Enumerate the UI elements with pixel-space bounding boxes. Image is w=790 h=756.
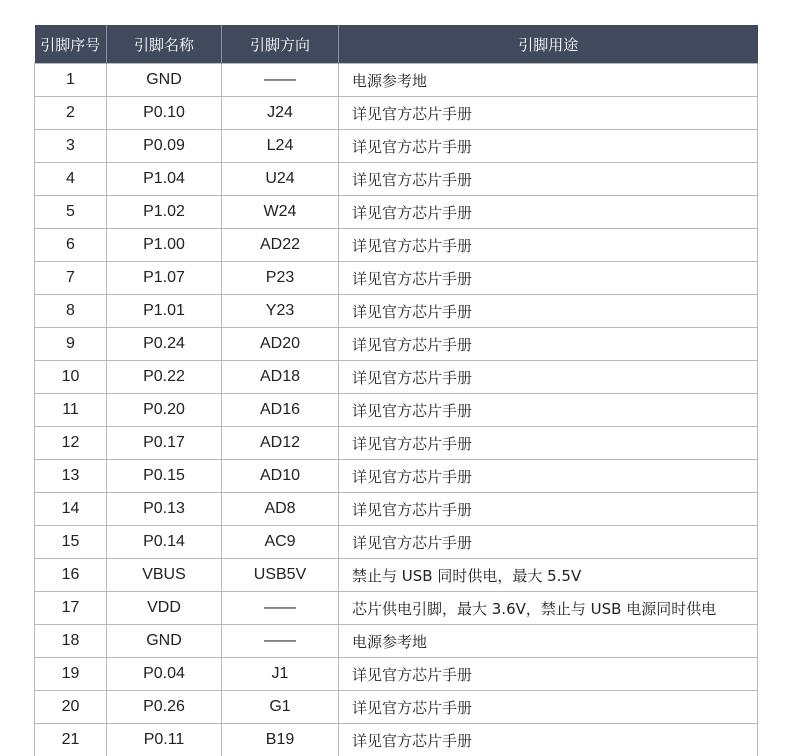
pin-number-cell: 7: [35, 262, 107, 295]
pin-direction-cell: AD20: [222, 328, 339, 361]
table-row: [35, 229, 758, 262]
pin-direction-cell: B19: [222, 724, 339, 756]
pin-direction-cell: ——: [222, 592, 339, 625]
pin-usage-cell: 详见官方芯片手册: [339, 328, 758, 361]
table-row: [35, 163, 758, 196]
pin-usage-cell: 详见官方芯片手册: [339, 295, 758, 328]
table-row: [35, 592, 758, 625]
pin-number-cell: 4: [35, 163, 107, 196]
pin-number-cell: 18: [35, 625, 107, 658]
pin-direction-cell: AD18: [222, 361, 339, 394]
pin-name-cell: GND: [107, 64, 222, 97]
table-row: [35, 724, 758, 756]
pin-usage-cell: 电源参考地: [339, 64, 758, 97]
pin-usage-cell: 详见官方芯片手册: [339, 229, 758, 262]
pin-name-cell: VBUS: [107, 559, 222, 592]
pin-usage-cell: 电源参考地: [339, 625, 758, 658]
pin-table: [34, 25, 758, 756]
pin-usage-cell: 详见官方芯片手册: [339, 658, 758, 691]
pin-name-cell: GND: [107, 625, 222, 658]
pin-direction-cell: AD12: [222, 427, 339, 460]
pin-direction-cell: G1: [222, 691, 339, 724]
pin-usage-cell: 详见官方芯片手册: [339, 361, 758, 394]
table-row: [35, 526, 758, 559]
pin-usage-cell: 详见官方芯片手册: [339, 130, 758, 163]
pin-name-cell: P1.04: [107, 163, 222, 196]
pin-name-cell: P0.15: [107, 460, 222, 493]
pin-usage-cell: 芯片供电引脚，最大 3.6V，禁止与 USB 电源同时供电: [339, 592, 758, 625]
pin-name-cell: P0.22: [107, 361, 222, 394]
pin-direction-cell: J24: [222, 97, 339, 130]
pin-name-cell: P1.00: [107, 229, 222, 262]
table-row: [35, 295, 758, 328]
table-row: [35, 97, 758, 130]
table-row: [35, 262, 758, 295]
table-row: [35, 64, 758, 97]
header-row: [35, 25, 758, 64]
pin-number-cell: 21: [35, 724, 107, 756]
pin-name-cell: P0.14: [107, 526, 222, 559]
pin-number-cell: 13: [35, 460, 107, 493]
pin-number-cell: 6: [35, 229, 107, 262]
pin-name-cell: P0.10: [107, 97, 222, 130]
pin-direction-cell: W24: [222, 196, 339, 229]
pin-number-cell: 17: [35, 592, 107, 625]
pin-usage-cell: 详见官方芯片手册: [339, 427, 758, 460]
pin-direction-cell: J1: [222, 658, 339, 691]
pin-name-cell: P0.26: [107, 691, 222, 724]
table-row: [35, 460, 758, 493]
pin-name-cell: P0.09: [107, 130, 222, 163]
pin-direction-cell: AD22: [222, 229, 339, 262]
pin-usage-cell: 详见官方芯片手册: [339, 526, 758, 559]
table-row: [35, 328, 758, 361]
table-row: [35, 394, 758, 427]
pin-name-cell: P0.20: [107, 394, 222, 427]
table-row: [35, 130, 758, 163]
pin-number-cell: 15: [35, 526, 107, 559]
pin-name-cell: P1.01: [107, 295, 222, 328]
pin-direction-cell: AD10: [222, 460, 339, 493]
pin-name-cell: P0.11: [107, 724, 222, 756]
pin-name-cell: P0.17: [107, 427, 222, 460]
header-pin-usage: 引脚用途: [339, 25, 758, 64]
pin-direction-cell: USB5V: [222, 559, 339, 592]
pin-usage-cell: 详见官方芯片手册: [339, 163, 758, 196]
pin-number-cell: 14: [35, 493, 107, 526]
table-row: [35, 691, 758, 724]
pin-table-body: [35, 64, 758, 756]
table-row: [35, 493, 758, 526]
pin-number-cell: 12: [35, 427, 107, 460]
pin-number-cell: 16: [35, 559, 107, 592]
pin-table-header: [35, 25, 758, 64]
table-row: [35, 196, 758, 229]
pin-name-cell: P0.24: [107, 328, 222, 361]
pin-name-cell: P0.13: [107, 493, 222, 526]
pin-name-cell: P1.02: [107, 196, 222, 229]
pin-number-cell: 11: [35, 394, 107, 427]
pin-number-cell: 10: [35, 361, 107, 394]
header-pin-name: 引脚名称: [107, 25, 222, 64]
table-row: [35, 427, 758, 460]
pin-direction-cell: P23: [222, 262, 339, 295]
pin-direction-cell: Y23: [222, 295, 339, 328]
pin-direction-cell: AC9: [222, 526, 339, 559]
header-pin-direction: 引脚方向: [222, 25, 339, 64]
pin-usage-cell: 禁止与 USB 同时供电，最大 5.5V: [339, 559, 758, 592]
pin-number-cell: 9: [35, 328, 107, 361]
pin-direction-cell: ——: [222, 64, 339, 97]
table-row: [35, 559, 758, 592]
pin-usage-cell: 详见官方芯片手册: [339, 724, 758, 756]
pin-usage-cell: 详见官方芯片手册: [339, 196, 758, 229]
table-row: [35, 658, 758, 691]
pin-usage-cell: 详见官方芯片手册: [339, 460, 758, 493]
table-row: [35, 361, 758, 394]
pin-usage-cell: 详见官方芯片手册: [339, 493, 758, 526]
header-pin-number: 引脚序号: [35, 25, 107, 64]
pin-direction-cell: AD8: [222, 493, 339, 526]
pin-number-cell: 1: [35, 64, 107, 97]
pin-usage-cell: 详见官方芯片手册: [339, 262, 758, 295]
pin-direction-cell: L24: [222, 130, 339, 163]
pin-direction-cell: U24: [222, 163, 339, 196]
pin-name-cell: P1.07: [107, 262, 222, 295]
pin-usage-cell: 详见官方芯片手册: [339, 691, 758, 724]
pin-direction-cell: AD16: [222, 394, 339, 427]
pin-number-cell: 2: [35, 97, 107, 130]
pin-number-cell: 20: [35, 691, 107, 724]
pin-usage-cell: 详见官方芯片手册: [339, 97, 758, 130]
table-row: [35, 625, 758, 658]
pin-number-cell: 8: [35, 295, 107, 328]
pin-number-cell: 19: [35, 658, 107, 691]
pin-direction-cell: ——: [222, 625, 339, 658]
pin-number-cell: 3: [35, 130, 107, 163]
pin-number-cell: 5: [35, 196, 107, 229]
pin-usage-cell: 详见官方芯片手册: [339, 394, 758, 427]
pin-name-cell: VDD: [107, 592, 222, 625]
pin-name-cell: P0.04: [107, 658, 222, 691]
